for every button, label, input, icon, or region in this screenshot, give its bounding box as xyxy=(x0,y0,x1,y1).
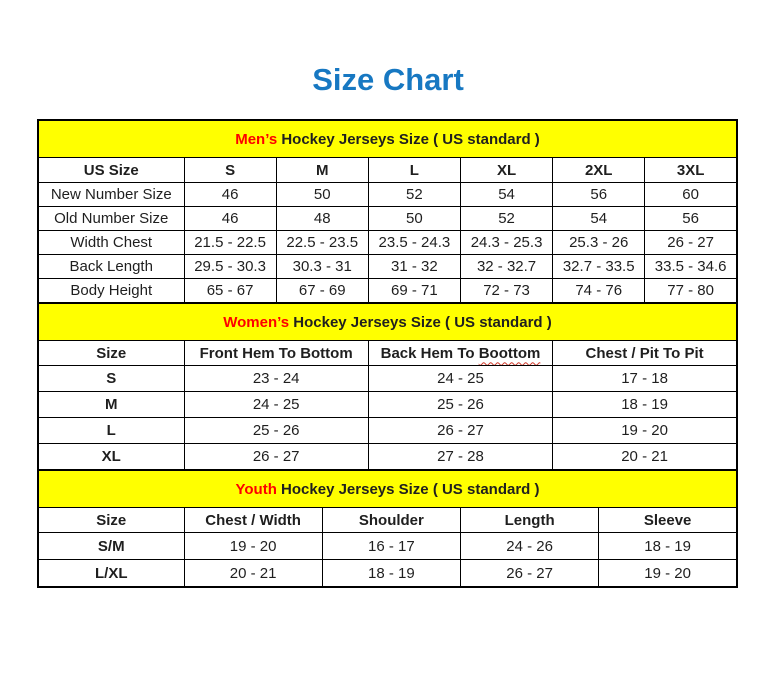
youth-section-highlight: Youth xyxy=(235,480,277,498)
header-cell: Size xyxy=(38,508,184,533)
row-label: Old Number Size xyxy=(38,207,184,231)
header-cell-misspelled xyxy=(368,341,552,366)
header-cell: L xyxy=(368,158,460,183)
value-cell: 48 xyxy=(276,207,368,231)
value-cell: 32 - 32.7 xyxy=(460,255,552,279)
header-cell: US Size xyxy=(38,158,184,183)
size-chart-tables xyxy=(37,119,738,588)
row-label: New Number Size xyxy=(38,183,184,207)
header-cell: M xyxy=(276,158,368,183)
header-cell: Front Hem To Bottom xyxy=(184,341,368,366)
value-cell: 74 - 76 xyxy=(553,279,645,304)
value-cell: 24.3 - 25.3 xyxy=(460,231,552,255)
value-cell: 16 - 17 xyxy=(322,533,460,560)
value-cell: 26 - 27 xyxy=(461,560,599,588)
table-row xyxy=(38,231,737,255)
value-cell: 72 - 73 xyxy=(460,279,552,304)
header-text: Back Hem To xyxy=(380,344,475,362)
value-cell: 56 xyxy=(645,207,737,231)
value-cell: 19 - 20 xyxy=(599,560,737,588)
value-cell: 25 - 26 xyxy=(368,392,552,418)
row-label: Back Length xyxy=(38,255,184,279)
value-cell: 26 - 27 xyxy=(645,231,737,255)
table-row xyxy=(38,533,737,560)
womens-section-title: Hockey Jerseys Size ( US standard ) xyxy=(289,313,552,331)
table-row xyxy=(38,392,737,418)
value-cell: 54 xyxy=(553,207,645,231)
mens-section-header xyxy=(38,120,737,158)
value-cell: 19 - 20 xyxy=(184,533,322,560)
table-row xyxy=(38,207,737,231)
header-cell: 3XL xyxy=(645,158,737,183)
value-cell: 25.3 - 26 xyxy=(553,231,645,255)
youth-section-title: Hockey Jerseys Size ( US standard ) xyxy=(276,480,540,498)
womens-size-table xyxy=(37,302,738,471)
page-title: Size Chart xyxy=(312,62,464,97)
womens-header-row xyxy=(38,341,737,366)
row-label: M xyxy=(38,392,184,418)
value-cell: 23 - 24 xyxy=(184,366,368,392)
value-cell: 24 - 25 xyxy=(184,392,368,418)
row-label: S xyxy=(38,366,184,392)
youth-section-band-row xyxy=(38,470,737,508)
header-cell: Size xyxy=(38,341,184,366)
value-cell: 18 - 19 xyxy=(322,560,460,588)
value-cell: 32.7 - 33.5 xyxy=(553,255,645,279)
table-row xyxy=(38,366,737,392)
header-cell: S xyxy=(184,158,276,183)
value-cell: 46 xyxy=(184,183,276,207)
value-cell: 25 - 26 xyxy=(184,418,368,444)
table-row xyxy=(38,418,737,444)
mens-header-row xyxy=(38,158,737,183)
row-label: L xyxy=(38,418,184,444)
table-row xyxy=(38,255,737,279)
value-cell: 22.5 - 23.5 xyxy=(276,231,368,255)
row-label: L/XL xyxy=(38,560,184,588)
value-cell: 20 - 21 xyxy=(553,444,737,471)
header-cell: Chest / Width xyxy=(184,508,322,533)
spellcheck-underlined-word: Boottom xyxy=(478,344,541,362)
value-cell: 23.5 - 24.3 xyxy=(368,231,460,255)
mens-section-band-row xyxy=(38,120,737,158)
value-cell: 60 xyxy=(645,183,737,207)
header-cell: Sleeve xyxy=(599,508,737,533)
row-label: S/M xyxy=(38,533,184,560)
value-cell: 52 xyxy=(368,183,460,207)
value-cell: 19 - 20 xyxy=(553,418,737,444)
youth-section-header xyxy=(38,470,737,508)
value-cell: 26 - 27 xyxy=(184,444,368,471)
value-cell: 50 xyxy=(276,183,368,207)
row-label: XL xyxy=(38,444,184,471)
value-cell: 33.5 - 34.6 xyxy=(645,255,737,279)
row-label: Body Height xyxy=(38,279,184,304)
womens-section-highlight: Women’s xyxy=(223,313,290,331)
value-cell: 31 - 32 xyxy=(368,255,460,279)
value-cell: 20 - 21 xyxy=(184,560,322,588)
value-cell: 65 - 67 xyxy=(184,279,276,304)
value-cell: 69 - 71 xyxy=(368,279,460,304)
header-cell: Length xyxy=(461,508,599,533)
table-row xyxy=(38,279,737,304)
youth-header-row xyxy=(38,508,737,533)
value-cell: 67 - 69 xyxy=(276,279,368,304)
womens-section-header xyxy=(38,303,737,341)
value-cell: 54 xyxy=(460,183,552,207)
value-cell: 46 xyxy=(184,207,276,231)
mens-size-table xyxy=(37,119,738,304)
value-cell: 18 - 19 xyxy=(599,533,737,560)
value-cell: 77 - 80 xyxy=(645,279,737,304)
value-cell: 17 - 18 xyxy=(553,366,737,392)
value-cell: 30.3 - 31 xyxy=(276,255,368,279)
value-cell: 27 - 28 xyxy=(368,444,552,471)
value-cell: 29.5 - 30.3 xyxy=(184,255,276,279)
value-cell: 18 - 19 xyxy=(553,392,737,418)
value-cell: 50 xyxy=(368,207,460,231)
value-cell: 24 - 25 xyxy=(368,366,552,392)
value-cell: 52 xyxy=(460,207,552,231)
table-row xyxy=(38,444,737,471)
mens-section-title: Hockey Jerseys Size ( US standard ) xyxy=(277,130,540,148)
womens-section-band-row xyxy=(38,303,737,341)
table-row xyxy=(38,183,737,207)
value-cell: 26 - 27 xyxy=(368,418,552,444)
mens-section-highlight: Men’s xyxy=(235,130,278,148)
header-cell: Shoulder xyxy=(322,508,460,533)
row-label: Width Chest xyxy=(38,231,184,255)
value-cell: 21.5 - 22.5 xyxy=(184,231,276,255)
header-cell: XL xyxy=(460,158,552,183)
header-cell: 2XL xyxy=(553,158,645,183)
youth-size-table xyxy=(37,469,738,588)
table-row xyxy=(38,560,737,588)
value-cell: 24 - 26 xyxy=(461,533,599,560)
header-cell: Chest / Pit To Pit xyxy=(553,341,737,366)
value-cell: 56 xyxy=(553,183,645,207)
